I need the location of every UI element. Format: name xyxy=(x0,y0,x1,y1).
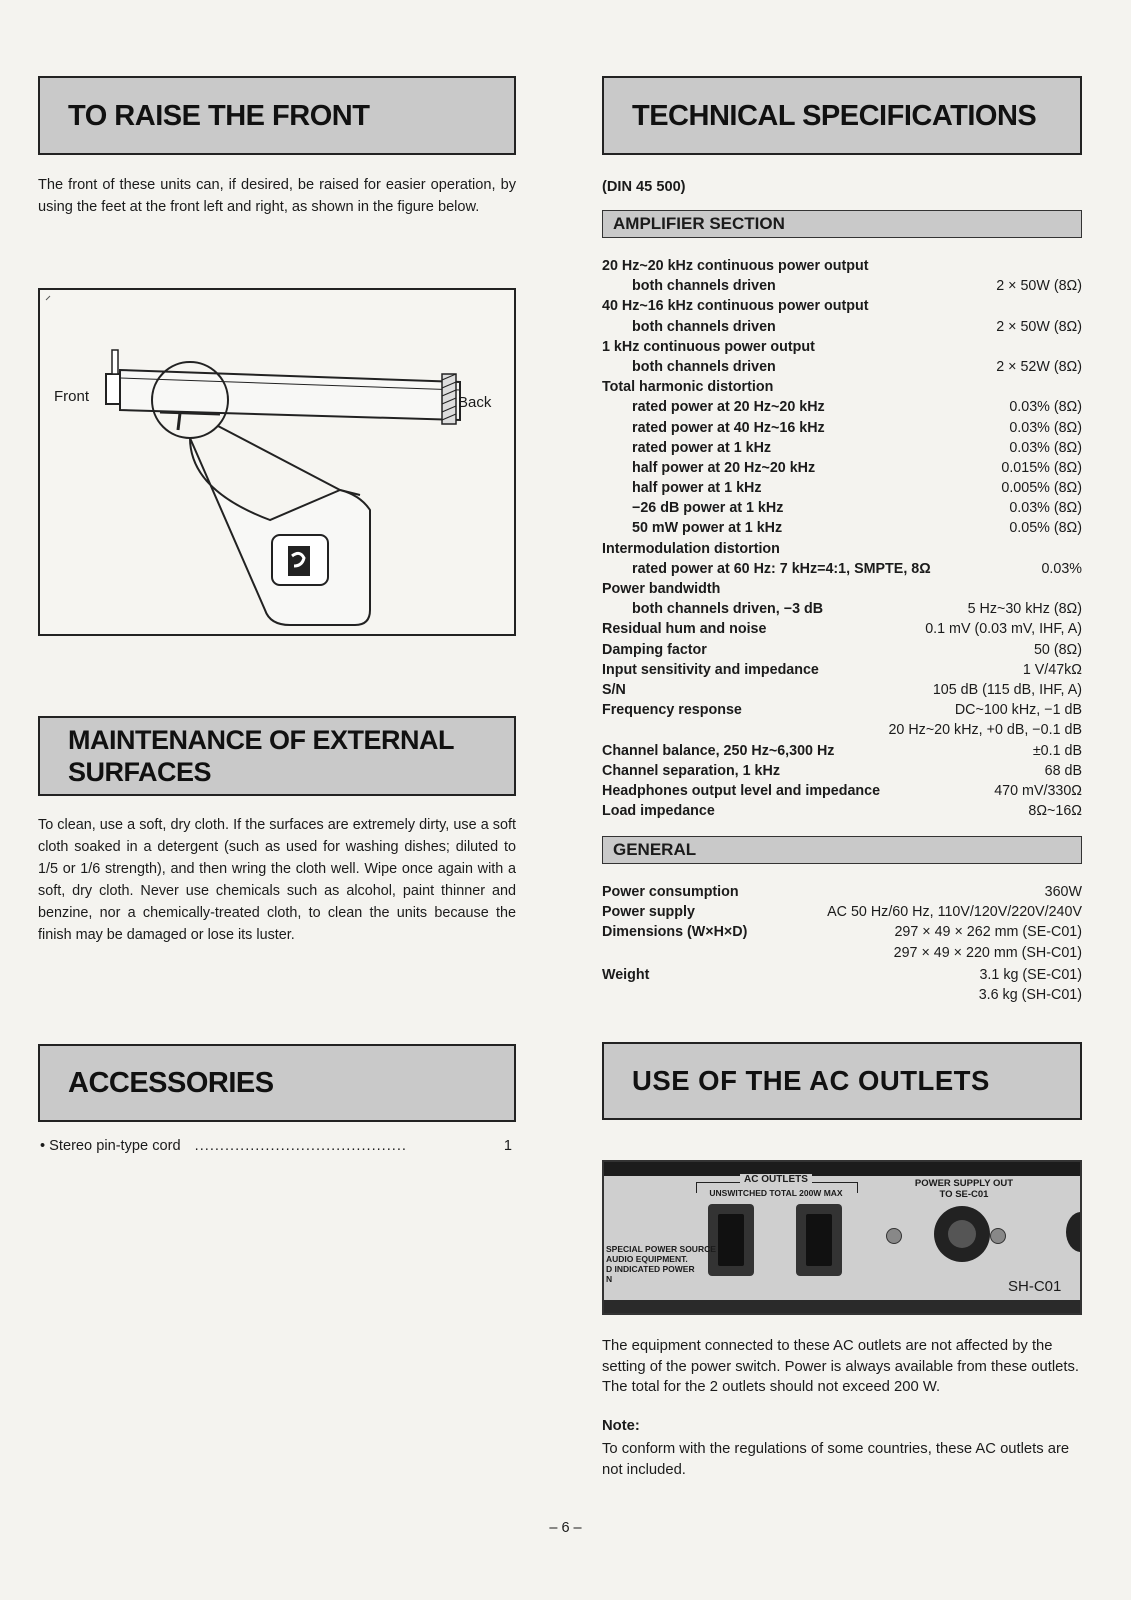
spec-row xyxy=(602,498,1082,518)
spec-value: 297 × 49 × 262 mm (SE-C01) xyxy=(894,924,1082,941)
power-supply-out-socket xyxy=(934,1206,990,1262)
spec-row xyxy=(602,599,1082,619)
spec-value: 5 Hz~30 kHz (8Ω) xyxy=(967,601,1082,618)
spec-label: Weight xyxy=(602,966,650,983)
panel-outlets-label: AC OUTLETS xyxy=(740,1174,812,1185)
spec-label: both channels driven xyxy=(632,318,776,335)
screw-right-icon xyxy=(990,1228,1006,1244)
spec-row xyxy=(602,296,1082,316)
spec-value: 0.005% (8Ω) xyxy=(1001,480,1082,497)
spec-value: 50 (8Ω) xyxy=(1033,641,1082,658)
spec-row xyxy=(602,518,1082,538)
outlets-label-wrap xyxy=(696,1174,856,1185)
spec-value: 0.03% (8Ω) xyxy=(1009,399,1082,416)
panel-supply-label-1: POWER SUPPLY OUT xyxy=(914,1178,1014,1189)
spec-row xyxy=(602,478,1082,498)
panel-unswitched-label: UNSWITCHED TOTAL 200W MAX xyxy=(709,1188,843,1198)
spec-row xyxy=(602,700,1082,720)
panel-left-text-2: AUDIO EQUIPMENT. xyxy=(606,1254,688,1264)
panel-left-text-4: N xyxy=(606,1274,613,1284)
panel-left-text-3: D INDICATED POWER xyxy=(606,1264,695,1274)
spec-row xyxy=(602,377,1082,397)
spec-row xyxy=(602,882,1082,902)
spec-value: 2 × 50W (8Ω) xyxy=(996,318,1082,335)
maintenance-title-line2: SURFACES xyxy=(68,757,212,787)
spec-label: rated power at 60 Hz: 7 kHz=4:1, SMPTE, 8Ω xyxy=(632,560,931,577)
maintenance-heading xyxy=(38,716,516,796)
raise-front-illustration xyxy=(40,290,514,634)
spec-row xyxy=(602,256,1082,276)
ac-outlet-2-socket xyxy=(806,1214,832,1266)
spec-row xyxy=(602,943,1082,963)
spec-label: Channel separation, 1 kHz xyxy=(602,762,780,779)
ac-outlets-heading xyxy=(602,1042,1082,1120)
spec-label: both channels driven xyxy=(632,358,776,375)
panel-left-text-1: SPECIAL POWER SOURCE xyxy=(606,1244,716,1254)
ac-note-label: Note: xyxy=(602,1418,640,1434)
spec-label: Input sensitivity and impedance xyxy=(602,661,819,678)
maintenance-text: To clean, use a soft, dry cloth. If the surfaces are extremely dirty, use a soft cloth soaked in a detergent (such as used for washing dishes; diluted to 1/5 or 1/6 strength), and then wring the cloth well. Wipe once again with a soft, dry cloth. Never use chemicals such as alcohol, paint thinner and benzine, nor a chemically-treated cloth, to clean the units because the finish may be damaged or lose its luster. xyxy=(38,817,516,943)
spec-value: 1 V/47kΩ xyxy=(1022,661,1082,678)
maintenance-title-line1: MAINTENANCE OF EXTERNAL xyxy=(68,725,454,755)
spec-value: 0.03% (8Ω) xyxy=(1009,419,1082,436)
spec-label: half power at 1 kHz xyxy=(632,480,762,497)
spec-label: Load impedance xyxy=(602,803,715,820)
spec-row xyxy=(602,317,1082,337)
accessories-item-leader: .......................................... xyxy=(194,1138,407,1154)
ac-outlet-2 xyxy=(796,1204,842,1276)
frequency-response-value: DC~100 kHz, −1 dB xyxy=(954,702,1082,719)
spec-label: Intermodulation distortion xyxy=(602,540,780,557)
spec-value: 0.03% (8Ω) xyxy=(1009,500,1082,517)
raise-front-figure xyxy=(38,288,516,636)
ac-outlets-text: The equipment connected to these AC outlets are not affected by the setting of the power switch. Power is always available from these outlets. The total for the 2 outlets should not exceed 200 W. xyxy=(602,1338,1080,1395)
general-section-title: GENERAL xyxy=(613,840,697,859)
panel-supply-label-2: TO SE-C01 xyxy=(939,1189,989,1200)
spec-row xyxy=(602,965,1082,985)
accessories-item-qty: 1 xyxy=(503,1138,512,1154)
spec-label: rated power at 20 Hz~20 kHz xyxy=(632,399,825,416)
spec-label: Power consumption xyxy=(602,884,739,900)
spec-label: Headphones output level and impedance xyxy=(602,782,881,799)
spec-label: rated power at 1 kHz xyxy=(632,439,772,456)
spec-label: both channels driven xyxy=(632,278,776,295)
socket-core xyxy=(948,1220,976,1248)
spec-row xyxy=(602,660,1082,680)
spec-row xyxy=(602,680,1082,700)
spec-row xyxy=(602,337,1082,357)
figure-front-label: Front xyxy=(54,388,90,405)
spec-row xyxy=(602,922,1082,942)
panel-supply-labels xyxy=(904,1178,1024,1200)
page-number: – 6 – xyxy=(549,1520,582,1536)
maintenance-title xyxy=(68,724,454,788)
spec-value: 0.03% xyxy=(1041,560,1082,577)
spec-label: 1 kHz continuous power output xyxy=(602,338,815,355)
spec-label: Frequency response xyxy=(602,702,742,719)
panel-model-label: SH-C01 xyxy=(1008,1278,1062,1295)
accessories-heading xyxy=(38,1044,516,1122)
amplifier-spec-list xyxy=(602,256,1082,821)
tech-spec-heading xyxy=(602,76,1082,155)
spec-label: Power supply xyxy=(602,904,695,921)
spec-value: 360W xyxy=(1044,884,1082,900)
amplifier-section-heading xyxy=(602,210,1082,238)
spec-value: 297 × 49 × 220 mm (SH-C01) xyxy=(893,944,1082,961)
spec-row xyxy=(602,418,1082,438)
spec-row xyxy=(602,539,1082,559)
spec-value: 0.015% (8Ω) xyxy=(1001,459,1082,476)
spec-value: 8Ω~16Ω xyxy=(1028,803,1082,820)
tech-spec-title: TECHNICAL SPECIFICATIONS xyxy=(632,99,1037,132)
raise-front-text: The front of these units can, if desired, be raised for easier operation, by using the feet at the front left and right, as shown in the figure below. xyxy=(38,177,516,215)
spec-row xyxy=(602,559,1082,579)
spec-value: 20 Hz~20 kHz, +0 dB, −0.1 dB xyxy=(888,722,1082,739)
spec-row xyxy=(602,720,1082,740)
spec-label: −26 dB power at 1 kHz xyxy=(632,500,784,517)
spec-row xyxy=(602,801,1082,821)
spec-label: Residual hum and noise xyxy=(602,621,767,638)
raise-front-title: TO RAISE THE FRONT xyxy=(68,99,370,132)
spec-label: 20 Hz~20 kHz continuous power output xyxy=(602,258,869,274)
spec-label: 50 mW power at 1 kHz xyxy=(632,520,783,537)
spec-value: 0.05% (8Ω) xyxy=(1009,520,1082,537)
spec-label: half power at 20 Hz~20 kHz xyxy=(632,459,816,476)
spec-label: Total harmonic distortion xyxy=(602,379,774,396)
spec-value: 3.1 kg (SE-C01) xyxy=(979,966,1082,983)
ac-outlet-panel-photo xyxy=(602,1160,1082,1315)
spec-label: rated power at 40 Hz~16 kHz xyxy=(632,419,825,436)
spec-label: 40 Hz~16 kHz continuous power output xyxy=(602,298,869,315)
spec-row xyxy=(602,438,1082,458)
spec-value: ±0.1 dB xyxy=(1032,742,1082,759)
general-spec-list xyxy=(602,882,1082,1005)
panel-edge-knob xyxy=(1066,1212,1082,1252)
spec-row xyxy=(602,458,1082,478)
accessories-item xyxy=(40,1138,512,1154)
spec-row xyxy=(602,741,1082,761)
spec-row xyxy=(602,781,1082,801)
spec-row xyxy=(602,579,1082,599)
ac-outlets-title: USE OF THE AC OUTLETS xyxy=(632,1065,990,1096)
spec-label: Channel balance, 250 Hz~6,300 Hz xyxy=(602,742,835,759)
screw-left-icon xyxy=(886,1228,902,1244)
spec-row xyxy=(602,985,1082,1005)
spec-row xyxy=(602,619,1082,639)
din-label: (DIN 45 500) xyxy=(602,179,686,195)
panel-bottom-edge xyxy=(604,1300,1082,1315)
figure-back-label: Back xyxy=(458,394,492,411)
spec-value: 0.1 mV (0.03 mV, IHF, A) xyxy=(925,621,1082,638)
spec-value: 2 × 50W (8Ω) xyxy=(996,278,1082,295)
ac-note-text: To conform with the regulations of some countries, these AC outlets are not included. xyxy=(602,1441,1070,1478)
spec-label: Power bandwidth xyxy=(602,581,721,597)
spec-row xyxy=(602,761,1082,781)
spec-value: 2 × 52W (8Ω) xyxy=(996,358,1082,375)
ac-outlet-1-socket xyxy=(718,1214,744,1266)
spec-row xyxy=(602,357,1082,377)
spec-value: 105 dB (115 dB, IHF, A) xyxy=(932,681,1082,698)
spec-row xyxy=(602,902,1082,922)
general-section-heading xyxy=(602,836,1082,864)
spec-label: Damping factor xyxy=(602,641,707,658)
spec-row xyxy=(602,276,1082,296)
amplifier-section-title: AMPLIFIER SECTION xyxy=(613,214,785,233)
spec-label: both channels driven, −3 dB xyxy=(632,601,824,618)
spec-value: 3.6 kg (SH-C01) xyxy=(978,986,1082,1003)
spec-label: S/N xyxy=(602,681,626,698)
panel-left-text xyxy=(606,1244,716,1284)
spec-row xyxy=(602,397,1082,417)
spec-value: 68 dB xyxy=(1044,762,1082,779)
accessories-title: ACCESSORIES xyxy=(68,1067,274,1099)
spec-value: 0.03% (8Ω) xyxy=(1009,439,1082,456)
spec-row xyxy=(602,640,1082,660)
spec-value: AC 50 Hz/60 Hz, 110V/120V/220V/240V xyxy=(827,904,1082,921)
spec-value: 470 mV/330Ω xyxy=(994,782,1082,799)
accessories-item-label: • Stereo pin-type cord xyxy=(40,1138,181,1154)
raise-front-heading xyxy=(38,76,516,155)
spec-label: Dimensions (W×H×D) xyxy=(602,924,748,941)
